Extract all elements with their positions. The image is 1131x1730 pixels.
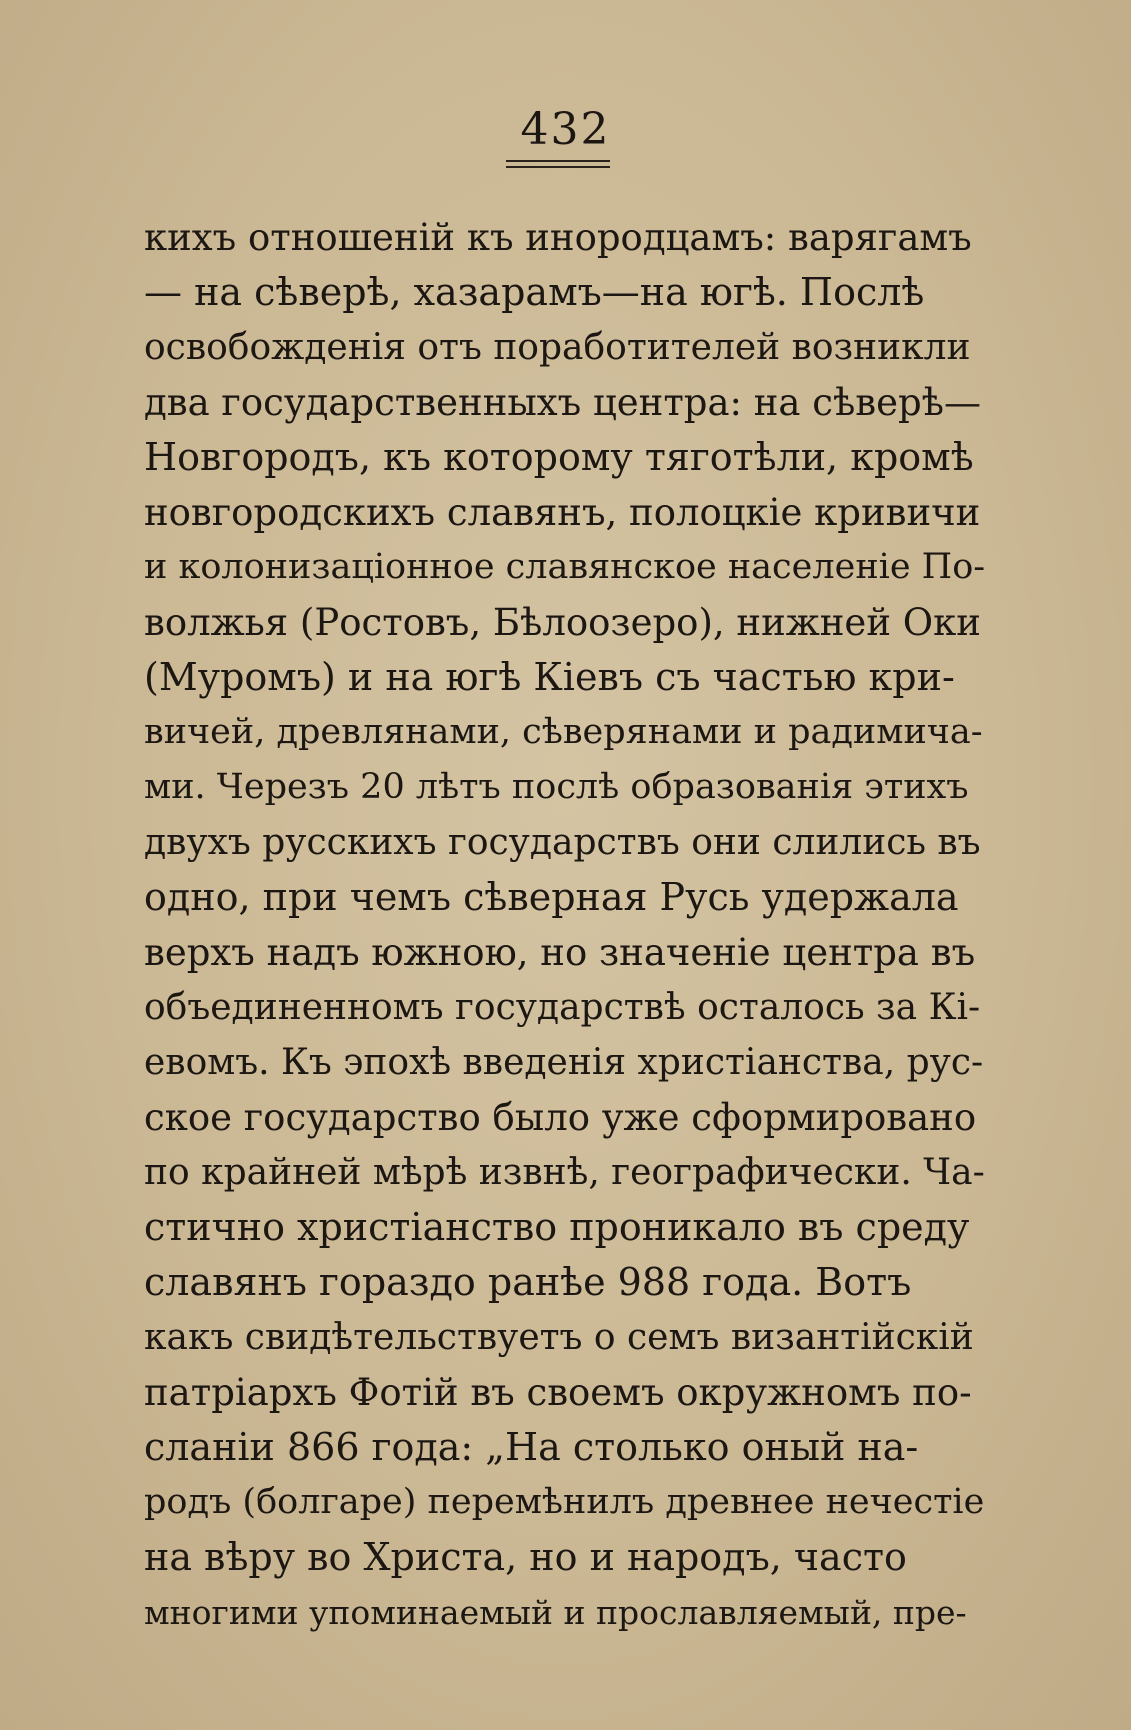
text-line: по крайней мѣрѣ извнѣ, географически. Ча- xyxy=(144,1152,985,1193)
page-number: 432 xyxy=(520,104,611,155)
text-line: ское государство было уже сформировано xyxy=(144,1096,977,1139)
body-text xyxy=(144,210,990,1640)
text-line: евомъ. Къ эпохѣ введенія христіанства, рус- xyxy=(144,1042,984,1083)
text-line: какъ свидѣтельствуетъ о семъ византійскій xyxy=(144,1317,974,1358)
text-line: Новгородъ, къ которому тяготѣли, кромѣ xyxy=(144,435,974,479)
text-line: стично христіанство проникало въ среду xyxy=(144,1205,970,1249)
text-line: родъ (болгаре) перемѣнилъ древнее нечестіе xyxy=(144,1482,985,1522)
text-line: патріархъ Фотій въ своемъ окружномъ по- xyxy=(144,1371,972,1414)
text-line: ми. Черезъ 20 лѣтъ послѣ образованія этихъ xyxy=(144,767,969,807)
text-line: одно, при чемъ сѣверная Русь удержала xyxy=(144,875,959,919)
text-line: волжья (Ростовъ, Бѣлоозеро), нижней Оки xyxy=(144,601,981,644)
text-line: два государственныхъ центра: на сѣверѣ— xyxy=(144,381,981,424)
text-line: (Муромъ) и на югѣ Кіевъ съ частью кри- xyxy=(144,655,955,699)
text-line: верхъ надъ южною, но значеніе центра въ xyxy=(144,931,976,974)
text-line: новгородскихъ славянъ, полоцкіе кривичи xyxy=(144,491,981,534)
text-line: двухъ русскихъ государствъ они слились въ xyxy=(144,822,981,863)
text-line: освобожденія отъ поработителей возникли xyxy=(144,327,971,368)
text-line: — на сѣверѣ, хазарамъ—на югѣ. Послѣ xyxy=(144,270,925,314)
text-line: и колонизаціонное славянское населеніе По- xyxy=(144,547,986,587)
text-line: многими упоминаемый и прославляемый, пре- xyxy=(144,1593,967,1632)
text-line: кихъ отношеній къ инородцамъ: варягамъ xyxy=(144,216,972,259)
text-line: объединенномъ государствѣ осталось за Кі- xyxy=(144,987,981,1028)
page-number-rule-top xyxy=(506,160,610,162)
text-line: на вѣру во Христа, но и народъ, часто xyxy=(144,1535,907,1579)
text-line: сланіи 866 года: „На столько оный на- xyxy=(144,1425,919,1469)
page-number-rule-bottom xyxy=(506,166,610,168)
text-line: вичей, древлянами, сѣверянами и радимича- xyxy=(144,712,983,752)
text-line: славянъ гораздо ранѣе 988 года. Вотъ xyxy=(144,1260,912,1304)
